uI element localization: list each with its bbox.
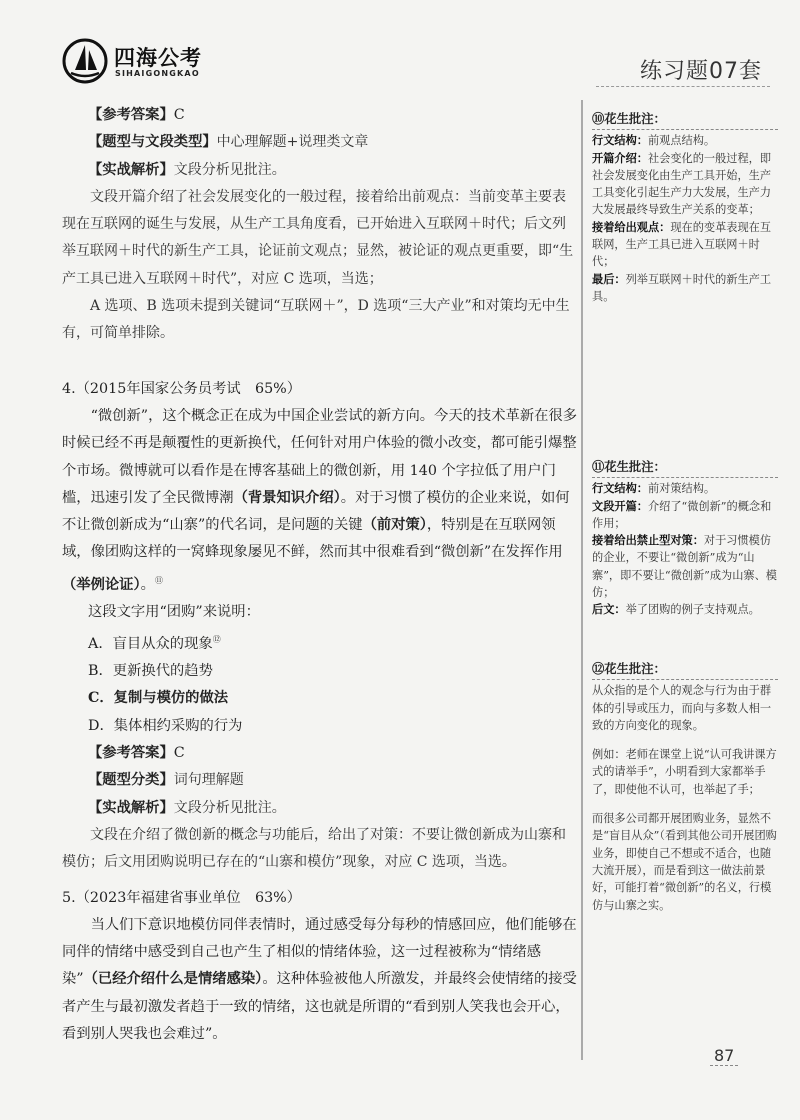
prev-explain-2: A 选项、B 选项未提到关键词“互联网＋”，D 选项“三大产业”和对策均无中生有，可简单排除。 xyxy=(62,298,570,342)
logo-subtext: SIHAIGONGKAO xyxy=(115,69,200,78)
prev-type: 【题型与文段类型】中心理解题+说理类文章 xyxy=(88,134,369,151)
question-5-head: 5.（2023年福建省事业单位 63%） xyxy=(62,889,302,906)
side-note-11: ⑪花生批注： 行文结构：前对策结构。 文段开篇：介绍了“微创新”的概念和作用； 接着给出禁止型对策：对于习惯模仿的企业，不要让“微创新”成为“山寨”，即不要让“微创新”成为山寨、模仿； 后文：举了团购的例子支持观点。 xyxy=(592,459,777,617)
question-4-prompt: 这段文字用“团购”来说明： xyxy=(88,603,260,620)
side-note-12-p1: 从众指的是个人的观念与行为由于群体的引导或压力，而向与多数人相一致的方向变化的现象。 xyxy=(592,684,772,732)
prev-explain-1: 文段开篇介绍了社会发展变化的一般过程，接着给出前观点：当前变革主要表现在互联网的诞生与发展，从生产工具角度看，已开始进入互联网＋时代；后文列举互联网＋时代的新生产工具，论证前文观点；显然，被论证的观点更重要，即“生产工具已进入互联网＋时代”，对应 C 选项，当选； xyxy=(62,188,574,287)
side-note-12 xyxy=(592,660,778,914)
sail-logo-icon xyxy=(62,38,108,84)
question-4-passage: “微创新”，这个概念正在成为中国企业尝试的新方向。今天的技术革新在很多时候已经不再是颠覆性的更新换代，任何针对用户体验的微小改变，都可能引爆整个市场。微博就可以看作是在博客基础上的微创新，用 140 个字拉低了用户门槛，迅速引发了全民微博潮（背景知识介绍）。对于习惯了模仿的企业来说，如何不让微创新成为“山寨”的代名词，是问题的关键（前对策），特别是在互联网领域，像团购这样的一窝蜂现象屡见不鲜，然而其中很难看到“微创新”在发挥作用（举例论证）。⑪ xyxy=(62,407,578,593)
side-note-12-p2: 例如：老师在课堂上说“认可我讲课方式的请举手”，小明看到大家都举手了，即使他不认可，也举起了手； xyxy=(592,748,777,796)
question-4-head: 4.（2015年国家公务员考试 65%） xyxy=(62,380,302,397)
prev-analysis: 【实战解析】文段分析见批注。 xyxy=(88,161,286,178)
side-note-10-head: ⑩花生批注： xyxy=(592,110,778,130)
side-note-12-p3: 而很多公司都开展团购业务，显然不是“盲目从众”（看到其他公司开展团购业务，即使自己不想或不适合，也随大流开展），而是看到这一做法前景好，可能打着“微创新”的名义，行模仿与山寨之实。 xyxy=(592,812,777,912)
side-note-11-head: ⑪花生批注： xyxy=(592,458,778,478)
q4-explain: 文段在介绍了微创新的概念与功能后，给出了对策：不要让微创新成为山寨和模仿；后文用团购说明已存在的“山寨和模仿”现象，对应 C 选项，当选。 xyxy=(62,826,566,871)
page-number: 87 xyxy=(710,1046,738,1066)
q4-type: 【题型分类】词句理解题 xyxy=(88,772,244,789)
prev-answer: 【参考答案】C xyxy=(88,107,185,123)
column-divider xyxy=(581,100,583,1060)
option-c: C．复制与模仿的做法 xyxy=(88,690,229,707)
side-note-10: ⑩花生批注： 行文结构：前观点结构。 开篇介绍：社会变化的一般过程，即社会发展变化由生产工具开始，生产工具变化引起生产力大发展，生产力大发展最终导致生产关系的变革； 接着给出观点：现在的变革表现在互联网，生产工具已进入互联网＋时代； 最后：列举互联网＋时代的新生产工具。 xyxy=(592,110,778,305)
side-note-12-head: ⑫花生批注： xyxy=(592,660,778,680)
q4-answer: 【参考答案】C xyxy=(88,745,185,762)
q4-analysis: 【实战解析】文段分析见批注。 xyxy=(88,799,286,816)
logo-text: 四海公考 xyxy=(114,46,202,70)
main-column xyxy=(62,102,577,1048)
title-divider xyxy=(596,86,770,87)
option-b: B．更新换代的趋势 xyxy=(88,663,213,680)
option-d: D．集体相约采购的行为 xyxy=(88,717,243,734)
question-5-passage: 当人们下意识地模仿同伴表情时，通过感受每分每秒的情感回应，他们能够在同伴的情绪中感受到自己也产生了相似的情绪体验，这一过程被称为“情绪感染”（已经介绍什么是情绪感染）。这种体验被他人所激发，并最终会使情绪的接受者产生与最初激发者趋于一致的情绪，这也就是所谓的“看到别人笑我也会开心，看到别人哭我也会难过”。 xyxy=(62,916,577,1043)
option-a: A．盲目从众的现象⑫ xyxy=(88,635,221,652)
set-title: 练习题07套 xyxy=(640,59,762,84)
logo xyxy=(62,38,232,86)
